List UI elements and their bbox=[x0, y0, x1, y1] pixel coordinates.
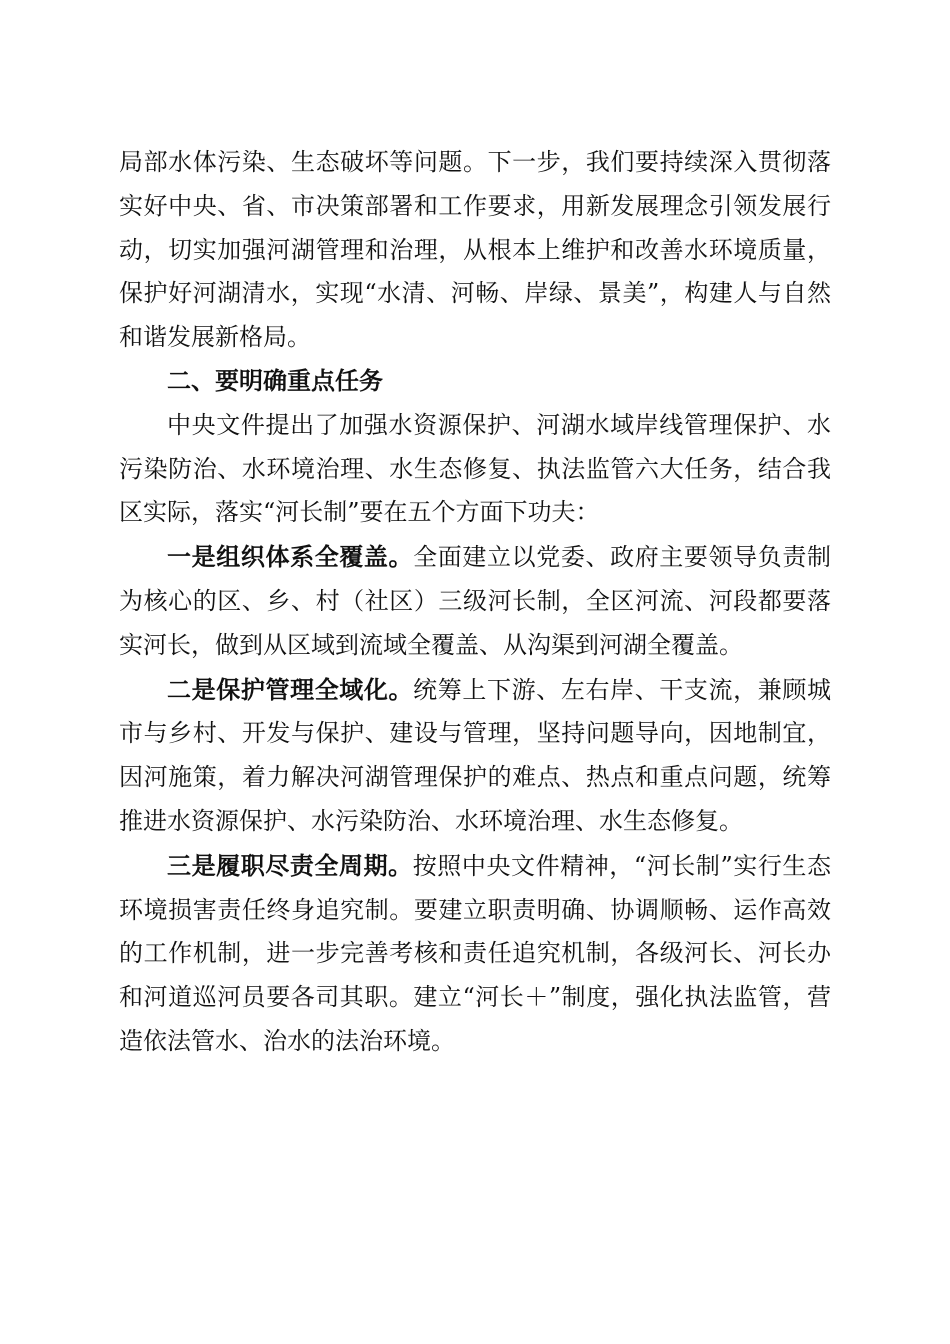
paragraph-item-1 bbox=[119, 535, 831, 667]
paragraph-intro: 中央文件提出了加强水资源保护、河湖水域岸线管理保护、水污染防治、水环境治理、水生态修复、执法监管六大任务，结合我区实际，落实“河长制”要在五个方面下功夫： bbox=[119, 410, 831, 527]
item-1-text: 全面建立以党委、政府主要领导负责制为核心的区、乡、村（社区）三级河长制，全区河流、河段都要落实河长，做到从区域到流域全覆盖、从沟渠到河湖全覆盖。 bbox=[119, 543, 832, 659]
document-body bbox=[119, 141, 831, 1064]
section-heading-2: 二、要明确重点任务 bbox=[167, 366, 383, 395]
paragraph-item-3 bbox=[119, 844, 831, 1064]
item-2-lead: 二是保护管理全域化。 bbox=[167, 674, 414, 704]
item-3-text: 按照中央文件精神，“河长制”实行生态环境损害责任终身追究制。要建立职责明确、协调顺畅、运作高效的工作机制，进一步完善考核和责任追究机制，各级河长、河长办和河道巡河员要各司其职。建立“河长＋”制度，强化执法监管，营造依法管水、治水的法治环境。 bbox=[119, 851, 832, 1055]
item-1-lead: 一是组织体系全覆盖。 bbox=[167, 542, 414, 572]
item-2-text: 统筹上下游、左右岸、干支流，兼顾城市与乡村、开发与保护、建设与管理，坚持问题导向，因地制宜，因河施策，着力解决河湖管理保护的难点、热点和重点问题，统筹推进水资源保护、水污染防治、水环境治理、水生态修复。 bbox=[119, 675, 832, 835]
paragraph-continuation: 局部水体污染、生态破坏等问题。下一步，我们要持续深入贯彻落实好中央、省、市决策部署和工作要求，用新发展理念引领发展行动，切实加强河湖管理和治理，从根本上维护和改善水环境质量，保护好河湖清水，实现“水清、河畅、岸绿、景美”，构建人与自然和谐发展新格局。 bbox=[119, 148, 831, 352]
paragraph-item-2 bbox=[119, 668, 831, 844]
item-3-lead: 三是履职尽责全周期。 bbox=[167, 850, 413, 880]
